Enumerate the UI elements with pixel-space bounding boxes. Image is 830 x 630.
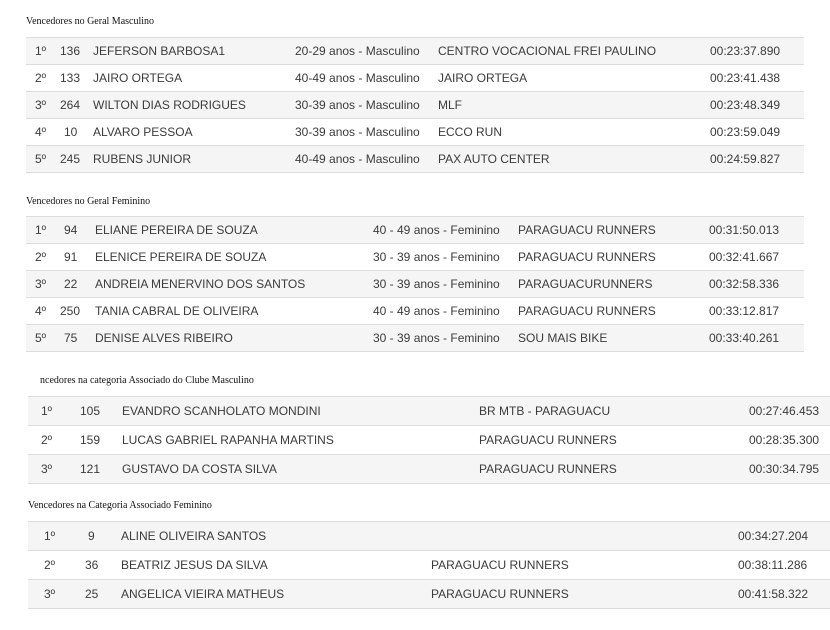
table-row xyxy=(26,119,804,146)
category-cell: 20-29 anos - Masculino xyxy=(295,44,420,58)
time-cell: 00:24:59.827 xyxy=(710,152,781,166)
team-cell: SOU MAIS BIKE xyxy=(518,331,608,345)
table-row xyxy=(26,38,804,65)
team-cell: PAX AUTO CENTER xyxy=(438,152,550,166)
team-cell: ECCO RUN xyxy=(438,125,503,139)
place-cell: 2º xyxy=(35,71,47,85)
bib-cell: 105 xyxy=(80,404,101,418)
name-cell: ANDREIA MENERVINO DOS SANTOS xyxy=(95,277,306,291)
category-cell: 30 - 39 anos - Feminino xyxy=(373,250,500,264)
name-cell: JEFERSON BARBOSA1 xyxy=(93,44,226,58)
team-cell: PARAGUACURUNNERS xyxy=(518,277,653,291)
name-cell: WILTON DIAS RODRIGUES xyxy=(93,98,246,112)
table-row xyxy=(28,551,830,580)
time-cell: 00:23:37.890 xyxy=(710,44,781,58)
place-cell: 2º xyxy=(44,558,56,572)
bib-cell: 91 xyxy=(64,250,78,264)
team-cell: JAIRO ORTEGA xyxy=(438,71,528,85)
time-cell: 00:33:40.261 xyxy=(709,331,780,345)
team-cell: PARAGUACU RUNNERS xyxy=(518,223,656,237)
name-cell: EVANDRO SCANHOLATO MONDINI xyxy=(122,404,321,418)
table-row xyxy=(26,217,804,244)
bib-cell: 159 xyxy=(80,433,101,447)
table-row xyxy=(28,522,830,551)
bib-cell: 133 xyxy=(60,71,81,85)
place-cell: 3º xyxy=(35,277,47,291)
place-cell: 5º xyxy=(35,152,47,166)
table-row xyxy=(26,146,804,173)
bib-cell: 36 xyxy=(85,558,99,572)
section-title-associado-masculino: ncedores na categoria Associado do Clube Masculino xyxy=(40,375,254,386)
results-table-associado-feminino xyxy=(28,521,830,609)
category-cell: 40-49 anos - Masculino xyxy=(295,152,420,166)
name-cell: LUCAS GABRIEL RAPANHA MARTINS xyxy=(122,433,334,447)
name-cell: ELENICE PEREIRA DE SOUZA xyxy=(95,250,267,264)
category-cell: 40 - 49 anos - Feminino xyxy=(373,304,500,318)
table-row xyxy=(28,397,830,426)
team-cell: PARAGUACU RUNNERS xyxy=(431,558,569,572)
name-cell: ELIANE PEREIRA DE SOUZA xyxy=(95,223,258,237)
time-cell: 00:30:34.795 xyxy=(749,462,820,476)
bib-cell: 22 xyxy=(64,277,78,291)
team-cell: MLF xyxy=(438,98,462,112)
name-cell: JAIRO ORTEGA xyxy=(93,71,183,85)
time-cell: 00:32:58.336 xyxy=(709,277,780,291)
name-cell: ALINE OLIVEIRA SANTOS xyxy=(121,529,267,543)
place-cell: 4º xyxy=(35,125,47,139)
category-cell: 30-39 anos - Masculino xyxy=(295,125,420,139)
results-table-associado-masculino xyxy=(28,396,830,484)
place-cell: 1º xyxy=(41,404,53,418)
time-cell: 00:38:11.286 xyxy=(738,558,808,572)
section-title-associado-feminino: Vencedores na Categoria Associado Feminino xyxy=(28,500,212,511)
place-cell: 2º xyxy=(41,433,53,447)
category-cell: 30-39 anos - Masculino xyxy=(295,98,420,112)
place-cell: 5º xyxy=(35,331,47,345)
team-cell: PARAGUACU RUNNERS xyxy=(518,250,656,264)
time-cell: 00:23:41.438 xyxy=(710,71,781,85)
section-title-geral-feminino: Vencedores no Geral Feminino xyxy=(26,196,151,207)
bib-cell: 10 xyxy=(64,125,78,139)
name-cell: GUSTAVO DA COSTA SILVA xyxy=(122,462,277,476)
category-cell: 40 - 49 anos - Feminino xyxy=(373,223,500,237)
section-title-geral-masculino: Vencedores no Geral Masculino xyxy=(26,16,155,27)
results-table-geral-feminino xyxy=(26,216,804,352)
team-cell: PARAGUACU RUNNERS xyxy=(518,304,656,318)
place-cell: 2º xyxy=(35,250,47,264)
time-cell: 00:27:46.453 xyxy=(749,404,820,418)
category-cell: 30 - 39 anos - Feminino xyxy=(373,277,500,291)
name-cell: TANIA CABRAL DE OLIVEIRA xyxy=(95,304,259,318)
table-row xyxy=(26,92,804,119)
table-row xyxy=(28,426,830,455)
table-row xyxy=(26,271,804,298)
time-cell: 00:23:59.049 xyxy=(710,125,781,139)
bib-cell: 121 xyxy=(80,462,101,476)
bib-cell: 245 xyxy=(60,152,81,166)
category-cell: 40-49 anos - Masculino xyxy=(295,71,420,85)
time-cell: 00:31:50.013 xyxy=(709,223,780,237)
time-cell: 00:32:41.667 xyxy=(709,250,780,264)
place-cell: 3º xyxy=(35,98,47,112)
bib-cell: 250 xyxy=(60,304,81,318)
category-cell: 30 - 39 anos - Feminino xyxy=(373,331,500,345)
table-row xyxy=(26,65,804,92)
table-row xyxy=(26,298,804,325)
bib-cell: 136 xyxy=(60,44,81,58)
name-cell: DENISE ALVES RIBEIRO xyxy=(95,331,233,345)
place-cell: 1º xyxy=(44,529,56,543)
place-cell: 1º xyxy=(35,44,47,58)
results-table-geral-masculino xyxy=(26,37,804,173)
name-cell: ALVARO PESSOA xyxy=(93,125,193,139)
bib-cell: 264 xyxy=(60,98,81,112)
time-cell: 00:28:35.300 xyxy=(749,433,820,447)
team-cell: PARAGUACU RUNNERS xyxy=(479,433,617,447)
team-cell: CENTRO VOCACIONAL FREI PAULINO xyxy=(438,44,657,58)
time-cell: 00:34:27.204 xyxy=(738,529,809,543)
table-row xyxy=(26,244,804,271)
table-row xyxy=(26,325,804,352)
table-row xyxy=(28,580,830,609)
table-row xyxy=(28,455,830,484)
time-cell: 00:41:58.322 xyxy=(738,587,809,601)
bib-cell: 9 xyxy=(88,529,95,543)
time-cell: 00:33:12.817 xyxy=(709,304,780,318)
name-cell: ANGELICA VIEIRA MATHEUS xyxy=(121,587,285,601)
name-cell: BEATRIZ JESUS DA SILVA xyxy=(121,558,268,572)
place-cell: 4º xyxy=(35,304,47,318)
team-cell: BR MTB - PARAGUACU xyxy=(479,404,611,418)
place-cell: 1º xyxy=(35,223,47,237)
bib-cell: 75 xyxy=(64,331,78,345)
time-cell: 00:23:48.349 xyxy=(710,98,781,112)
name-cell: RUBENS JUNIOR xyxy=(93,152,192,166)
bib-cell: 94 xyxy=(64,223,78,237)
team-cell: PARAGUACU RUNNERS xyxy=(431,587,569,601)
bib-cell: 25 xyxy=(85,587,99,601)
team-cell: PARAGUACU RUNNERS xyxy=(479,462,617,476)
place-cell: 3º xyxy=(41,462,53,476)
place-cell: 3º xyxy=(44,587,56,601)
